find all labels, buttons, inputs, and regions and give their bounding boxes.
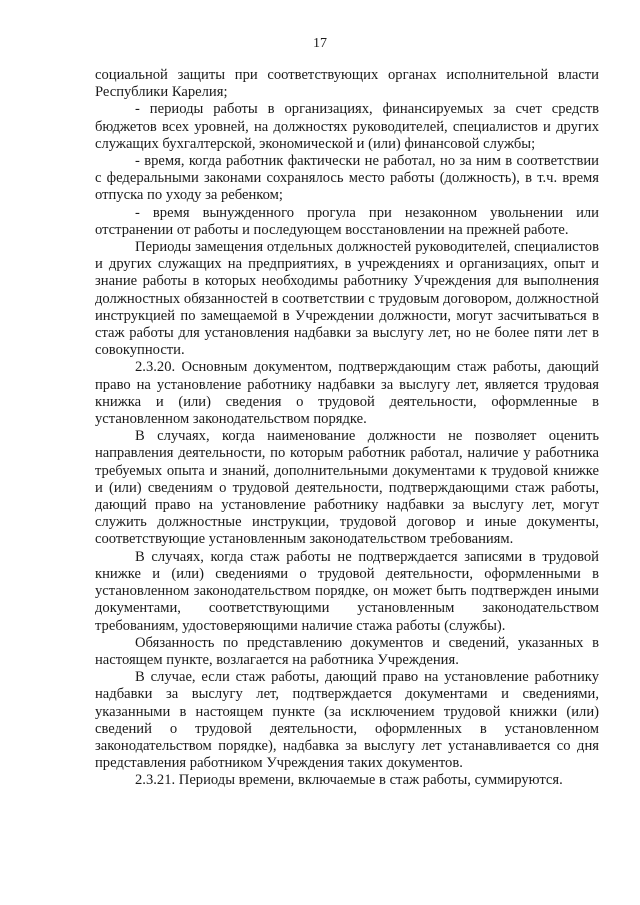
paragraph: В случаях, когда стаж работы не подтверждается записями в трудовой книжке и (или) сведениями о трудовой деятельности, оформленными в установленном законодательством порядке, он может быть подтвержден иными документами, соответствующими установленным законодательством требованиям, удостоверяющими наличие стажа работы (службы). [95, 548, 599, 634]
paragraph: Периоды замещения отдельных должностей руководителей, специалистов и других служащих на предприятиях, в учреждениях и организациях, опыт и знание работы в которых необходимы работнику Учреждения для выполнения должностных обязанностей в соответствии с трудовым договором, должностной инструкцией по замещаемой в Учреждении должности, могут засчитываться в стаж работы для установления надбавки за выслугу лет, но не более пяти лет в совокупности. [95, 239, 599, 359]
paragraph: социальной защиты при соответствующих органах исполнительной власти Республики Карелия; [95, 67, 599, 101]
list-item: - время, когда работник фактически не работал, но за ним в соответствии с федеральными законами сохранялось место работы (должность), в т.ч. время отпуска по уходу за ребенком; [95, 153, 599, 204]
page-number: 17 [313, 36, 327, 51]
document-body [95, 67, 599, 790]
paragraph-2-3-21: 2.3.21. Периоды времени, включаемые в стаж работы, суммируются. [135, 772, 563, 789]
paragraph: В случаях, когда наименование должности не позволяет оценить направления деятельности, по которым работник работал, наличие у работника требуемых опыта и знаний, дополнительными документами к трудовой книжке и (или) сведениям о трудовой деятельности, подтверждающими стаж работы, дающий право на установление работнику надбавки за выслугу лет, могут служить должностные инструкции, трудовой договор и иные документы, соответствующие установленным законодательством требованиям. [95, 428, 599, 548]
list-item: - время вынужденного прогула при незаконном увольнении или отстранении от работы и последующем восстановлении на прежней работе. [95, 204, 599, 238]
list-item: - периоды работы в организациях, финансируемых за счет средств бюджетов всех уровней, на должностях руководителей, специалистов и других служащих бухгалтерской, экономической и (или) финансовой службы; [95, 101, 599, 152]
paragraph: В случае, если стаж работы, дающий право на установление работнику надбавки за выслугу лет, подтверждается документами и сведениями, указанными в настоящем пункте (за исключением трудовой книжки (или) сведений о трудовой деятельности, оформленных в установленном законодательством порядке), надбавка за выслугу лет устанавливается со дня представления работником Учреждения таких документов. [95, 669, 599, 772]
paragraph-2-3-20: 2.3.20. Основным документом, подтверждающим стаж работы, дающий право на установление работнику надбавки за выслугу лет, является трудовая книжка и (или) сведения о трудовой деятельности, оформленные в установленном законодательством порядке. [95, 359, 599, 428]
paragraph: Обязанность по представлению документов и сведений, указанных в настоящем пункте, возлагается на работника Учреждения. [95, 634, 599, 668]
